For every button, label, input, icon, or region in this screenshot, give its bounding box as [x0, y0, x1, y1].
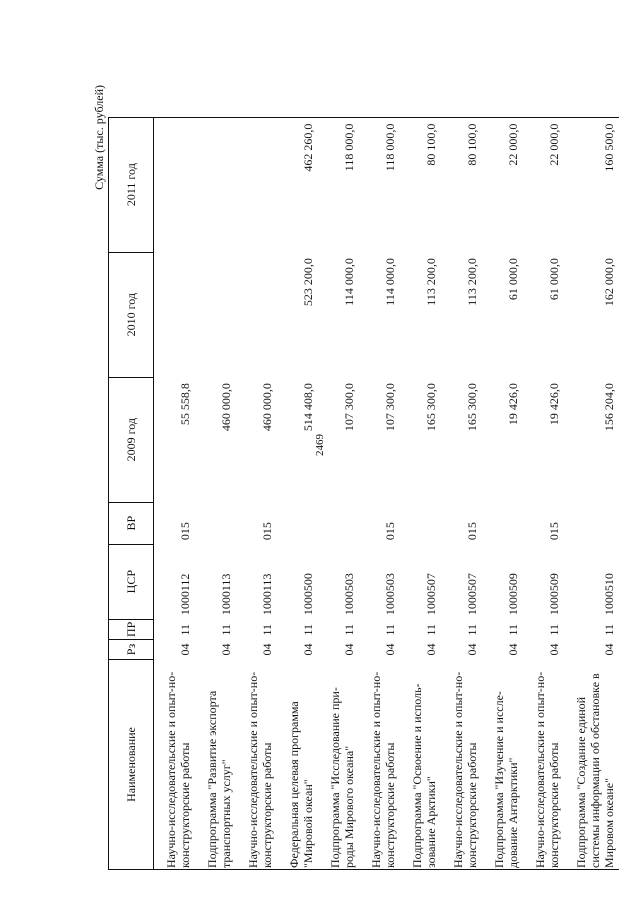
row-2011: 462 260,0: [277, 117, 318, 252]
row-2011: 80 100,0: [400, 117, 441, 252]
row-rz: 04: [342, 643, 356, 656]
header-rz: Рз: [109, 640, 154, 660]
row-rz: 04: [547, 643, 561, 656]
table-row: [523, 117, 564, 869]
row-pr: 11: [602, 623, 616, 636]
row-pr: 11: [260, 623, 274, 636]
row-name: Научно-исследовательские и опыт-но-конструкторские работы: [359, 660, 400, 870]
page-number: 2469: [314, 434, 326, 456]
row-2010: [195, 252, 236, 377]
row-vr: [195, 502, 236, 544]
row-2011: 22 000,0: [482, 117, 523, 252]
row-pr: 11: [506, 623, 520, 636]
row-2010: 113 200,0: [465, 258, 479, 306]
row-2011: [195, 117, 236, 252]
row-2011: 160 500,0: [564, 117, 619, 252]
row-2009: 514 408,0: [301, 383, 315, 432]
row-vr: 015: [465, 522, 479, 541]
table-row: [154, 117, 196, 869]
row-name: Подпрограмма "Исследование при-роды Мирового океана": [318, 660, 359, 870]
row-vr: [400, 502, 441, 544]
row-2010: 114 000,0: [383, 258, 397, 306]
table-row: [236, 117, 277, 869]
row-vr: 015: [383, 522, 397, 541]
row-2009: 19 426,0: [547, 383, 561, 426]
row-name: Подпрограмма "Создание единой системы информации об обстановке в Мировом океане": [564, 660, 619, 870]
row-rz: 04: [301, 643, 315, 656]
row-vr: 015: [178, 522, 192, 541]
row-csr: 1000509: [506, 573, 520, 616]
row-csr: 1000500: [301, 573, 315, 616]
header-2009: 2009 год: [109, 377, 154, 502]
row-2009: 460 000,0: [260, 383, 274, 432]
header-name: Наименование: [109, 660, 154, 870]
row-2009: 156 204,0: [602, 383, 616, 432]
header-csr: ЦСР: [109, 544, 154, 619]
row-2010: 114 000,0: [342, 258, 356, 306]
row-vr: [482, 502, 523, 544]
row-pr: 11: [219, 623, 233, 636]
row-2009: 460 000,0: [219, 383, 233, 432]
row-2010: 523 200,0: [301, 258, 315, 307]
row-rz: 04: [424, 643, 438, 656]
row-pr: 11: [178, 623, 192, 636]
row-csr: 1000507: [424, 573, 438, 616]
row-2011: [236, 117, 277, 252]
table-row: [482, 117, 523, 869]
header-2010: 2010 год: [109, 252, 154, 377]
table-row: [195, 117, 236, 869]
row-vr: 015: [547, 522, 561, 541]
row-2009: 19 426,0: [506, 383, 520, 426]
header-2011: 2011 год: [109, 117, 154, 252]
table-row: [359, 117, 400, 869]
row-2010: 162 000,0: [602, 258, 616, 307]
row-name: Научно-исследовательские и опыт-но-конструкторские работы: [154, 660, 196, 870]
row-rz: 04: [602, 643, 616, 656]
row-rz: 04: [383, 643, 397, 656]
row-csr: 1000113: [219, 573, 233, 616]
row-name: Подпрограмма "Освоение и исполь-зование Арктики": [400, 660, 441, 870]
table-row: [400, 117, 441, 869]
table-row: [318, 117, 359, 869]
row-2010: [154, 252, 196, 377]
row-pr: 11: [383, 623, 397, 636]
row-name: Научно-исследовательские и опыт-но-конструкторские работы: [523, 660, 564, 870]
header-vr: ВР: [109, 502, 154, 544]
row-rz: 04: [219, 643, 233, 656]
row-rz: 04: [178, 643, 192, 656]
row-2009: 107 300,0: [383, 383, 397, 432]
row-2011: 118 000,0: [318, 117, 359, 252]
row-vr: 015: [260, 522, 274, 541]
row-2009: 165 300,0: [465, 383, 479, 432]
row-pr: 11: [465, 623, 479, 636]
row-2010: 61 000,0: [506, 258, 520, 301]
header-pr: ПР: [109, 619, 154, 639]
table-row: [441, 117, 482, 869]
row-pr: 11: [342, 623, 356, 636]
units-caption: Сумма (тыс. рублей): [92, 85, 106, 190]
row-csr: 1000503: [342, 573, 356, 616]
table-row: [277, 117, 318, 869]
row-csr: 1000113: [260, 573, 274, 616]
row-pr: 11: [424, 623, 438, 636]
row-2010: [236, 252, 277, 377]
row-pr: 11: [547, 623, 561, 636]
row-vr: [318, 502, 359, 544]
row-name: Научно-исследовательские и опыт-но-конструкторские работы: [236, 660, 277, 870]
row-2010: 113 200,0: [424, 258, 438, 306]
row-2011: 80 100,0: [441, 117, 482, 252]
row-2011: 118 000,0: [359, 117, 400, 252]
row-pr: 11: [301, 623, 315, 636]
budget-table: [108, 117, 619, 870]
row-name: Подпрограмма "Изучение и иссле-дование Антарктики": [482, 660, 523, 870]
row-csr: 1000509: [547, 573, 561, 616]
row-2009: 55 558,8: [178, 383, 192, 426]
row-rz: 04: [506, 643, 520, 656]
row-2011: 22 000,0: [523, 117, 564, 252]
row-name: Научно-исследовательские и опыт-но-конструкторские работы: [441, 660, 482, 870]
row-vr: [564, 502, 619, 544]
row-csr: 1000510: [602, 573, 616, 616]
row-rz: 04: [260, 643, 274, 656]
row-2010: 61 000,0: [547, 258, 561, 301]
table-header-row: [109, 117, 154, 869]
row-csr: 1000507: [465, 573, 479, 616]
row-2009: 107 300,0: [342, 383, 356, 432]
row-rz: 04: [465, 643, 479, 656]
row-name: Подпрограмма "Развитие экспорта транспортных услуг": [195, 660, 236, 870]
row-2011: [154, 117, 196, 252]
table-row: [564, 117, 619, 869]
row-csr: 1000503: [383, 573, 397, 616]
row-csr: 1000112: [178, 573, 192, 616]
row-vr: [277, 502, 318, 544]
row-2009: 165 300,0: [424, 383, 438, 432]
row-name: Федеральная целевая программа "Мировой океан": [277, 660, 318, 870]
rotated-table-wrapper: [92, 40, 620, 870]
